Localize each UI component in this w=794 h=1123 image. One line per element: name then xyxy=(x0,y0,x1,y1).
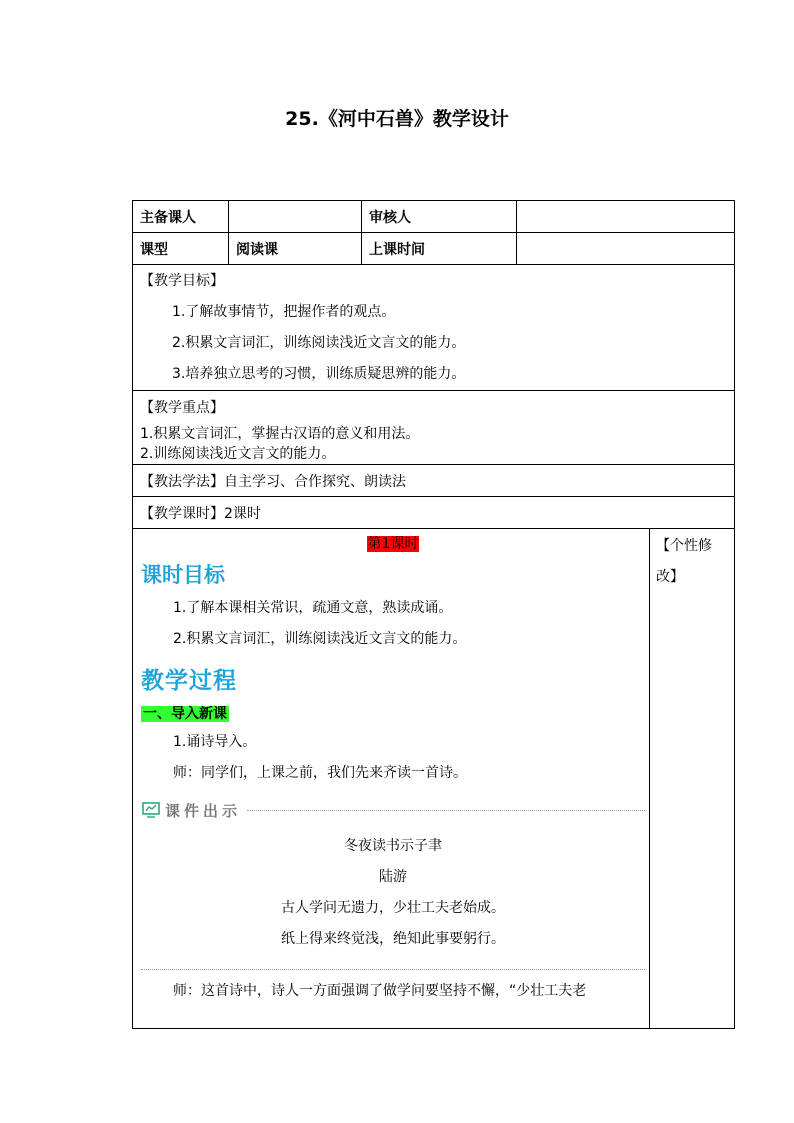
goals-row xyxy=(133,265,735,391)
lesson-plan-table xyxy=(132,200,735,1029)
header-row-2 xyxy=(133,233,735,265)
goal-item: 1.了解故事情节，把握作者的观点。 xyxy=(172,304,396,320)
session-heading: 第1课时 xyxy=(367,536,419,552)
courseware-label: 课件出示 xyxy=(165,801,242,820)
step1-title: 一、导入新课 xyxy=(143,706,227,722)
poem-author: 陆游 xyxy=(379,869,407,885)
session-goal-item: 2.积累文言词汇，训练阅读浅近文言文的能力。 xyxy=(173,631,467,647)
key-point-item: 1.积累文言词汇，掌握古汉语的意义和用法。 xyxy=(140,426,420,442)
poem-line: 纸上得来终觉浅，绝知此事要躬行。 xyxy=(281,931,505,947)
goal-item: 2.积累文言词汇，训练阅读浅近文言文的能力。 xyxy=(172,335,466,351)
hours-label: 【教学课时】 xyxy=(140,505,224,522)
side-note-label: 【个性修改】 xyxy=(656,538,712,585)
presentation-icon xyxy=(141,801,161,819)
goal-item: 3.培养独立思考的习惯，训练质疑思辨的能力。 xyxy=(172,366,466,382)
courseware-divider xyxy=(247,810,645,811)
courseware-end-divider xyxy=(141,969,645,970)
reviewer-value xyxy=(517,201,735,233)
header-row-1 xyxy=(133,201,735,233)
hours-row xyxy=(133,497,735,529)
poem-block xyxy=(141,831,645,955)
session-row xyxy=(133,529,735,1029)
preparer-label: 主备课人 xyxy=(133,201,229,233)
time-label: 上课时间 xyxy=(362,233,517,265)
session-goals-title: 课时目标 xyxy=(141,563,225,587)
key-point-item: 2.训练阅读浅近文言文的能力。 xyxy=(140,446,336,462)
key-points-label: 【教学重点】 xyxy=(140,400,224,416)
poem-line: 古人学问无遗力，少壮工夫老始成。 xyxy=(281,900,505,916)
methods-row xyxy=(133,465,735,497)
document-title: 25.《河中石兽》教学设计 xyxy=(285,108,509,130)
methods-value: 自主学习、合作探究、朗读法 xyxy=(224,473,406,490)
hours-value: 2课时 xyxy=(224,505,261,522)
type-label: 课型 xyxy=(133,233,229,265)
methods-label: 【教法学法】 xyxy=(140,473,224,490)
step1-line: 1.诵诗导入。 xyxy=(173,734,257,750)
type-value: 阅读课 xyxy=(229,233,362,265)
step1-line: 师：同学们，上课之前，我们先来齐读一首诗。 xyxy=(173,765,467,781)
goals-label: 【教学目标】 xyxy=(140,273,224,289)
reviewer-label: 审核人 xyxy=(362,201,517,233)
session-goal-item: 1.了解本课相关常识，疏通文意，熟读成诵。 xyxy=(173,600,453,616)
courseware-banner xyxy=(141,795,645,825)
process-title: 教学过程 xyxy=(141,668,237,694)
key-points-row xyxy=(133,391,735,465)
teacher-line: 师：这首诗中，诗人一方面强调了做学问要坚持不懈，“少壮工夫老 xyxy=(173,983,587,999)
poem-title: 冬夜读书示子聿 xyxy=(344,838,442,854)
preparer-value xyxy=(229,201,362,233)
time-value xyxy=(517,233,735,265)
